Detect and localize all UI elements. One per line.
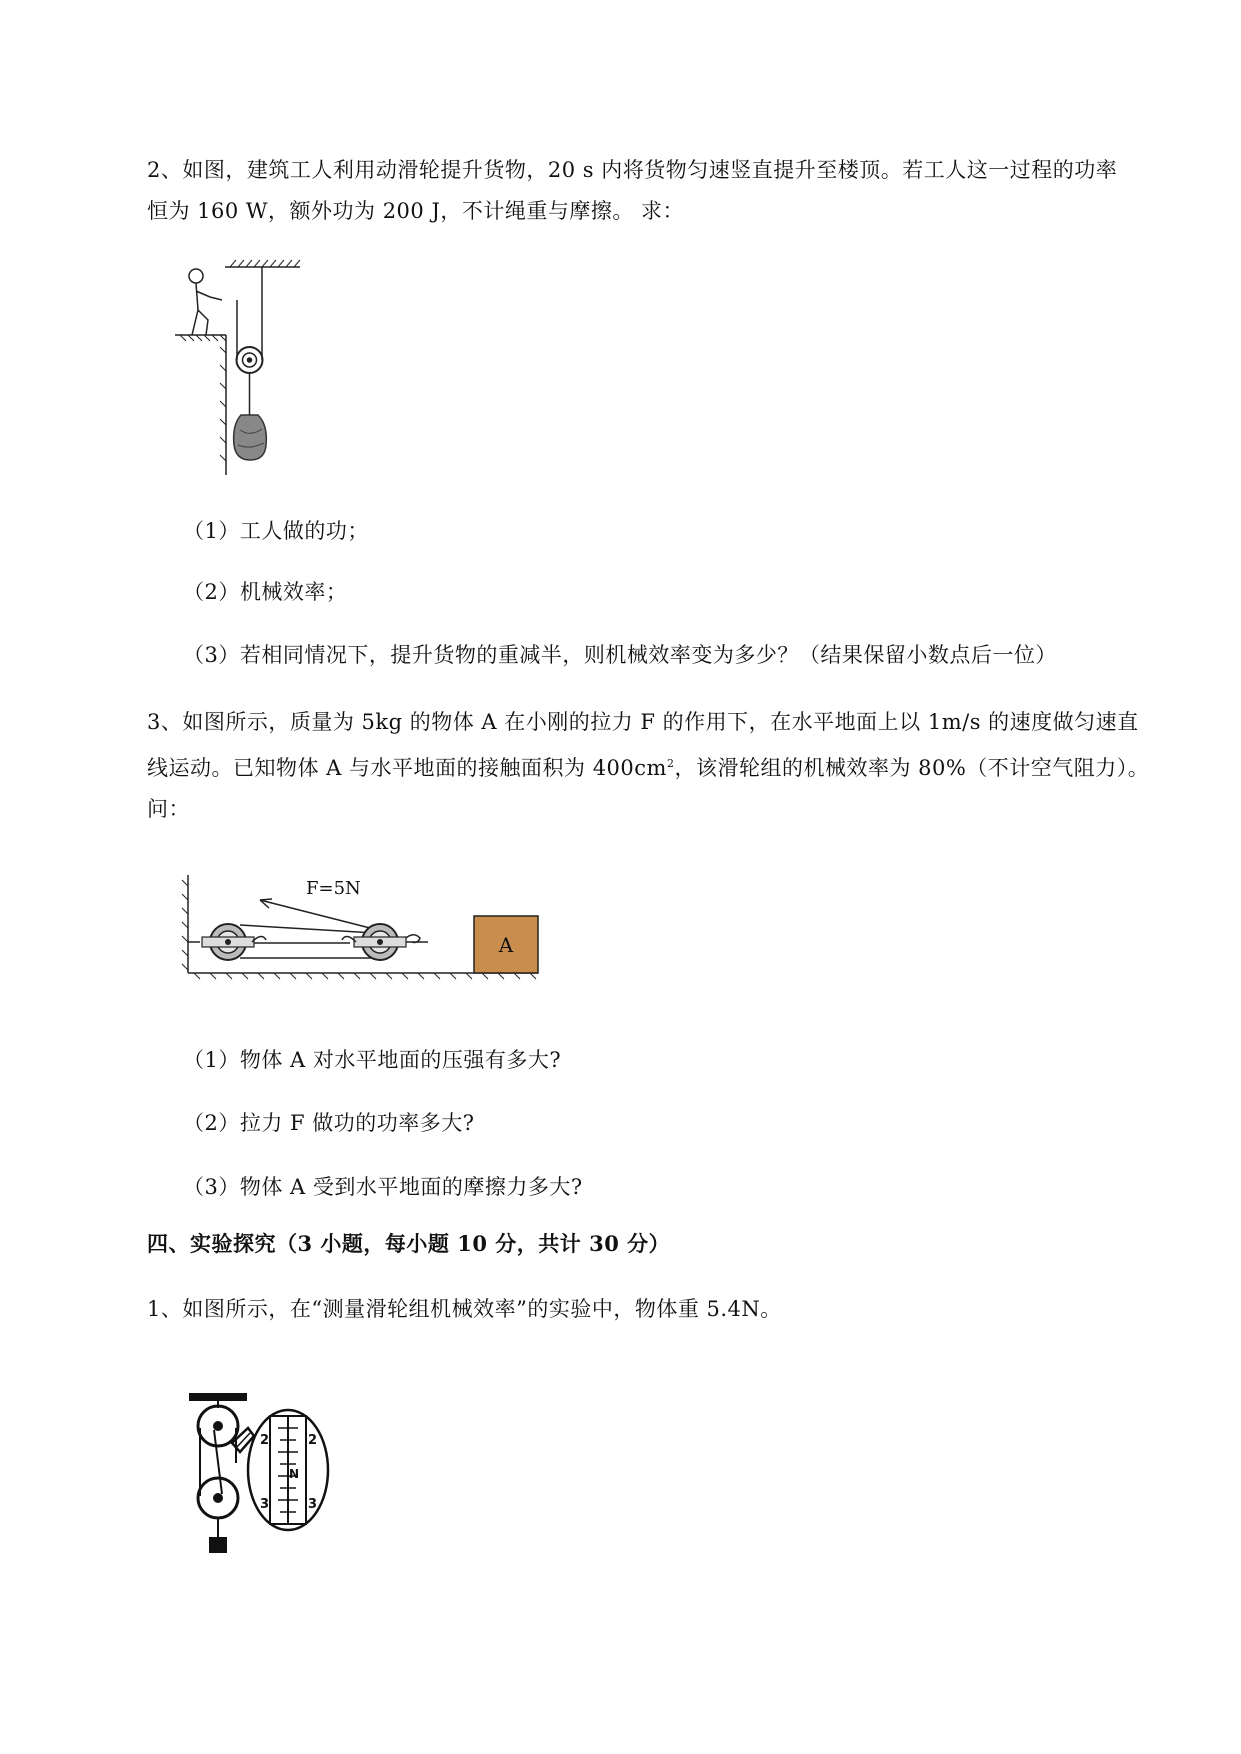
q2-sub-1: （1）工人做的功； bbox=[183, 519, 369, 543]
scale-unit: N bbox=[289, 1467, 300, 1481]
section4-pulley-figure bbox=[170, 1388, 340, 1563]
q2-line-2: 恒为 160 W，额外功为 200 J，不计绳重与摩擦。 求： bbox=[147, 199, 685, 223]
block-a-label: A bbox=[498, 933, 514, 957]
q3-sub-3: （3）物体 A 受到水平地面的摩擦力多大? bbox=[183, 1175, 583, 1199]
q3-sub-1: （1）物体 A 对水平地面的压强有多大? bbox=[183, 1048, 562, 1072]
q2-pulley-figure bbox=[170, 255, 310, 480]
scale-mark-2-left: 2 bbox=[260, 1433, 270, 1448]
force-label: F=5N bbox=[306, 878, 361, 899]
q3-pulley-figure bbox=[180, 870, 540, 985]
scale-mark-3-left: 3 bbox=[260, 1497, 270, 1512]
movable-pulley bbox=[342, 924, 406, 960]
q2-sub-3: （3）若相同情况下，提升货物的重减半，则机械效率变为多少？（结果保留小数点后一位） bbox=[183, 643, 1057, 667]
q2-line-1: 2、如图，建筑工人利用动滑轮提升货物，20 s 内将货物匀速竖直提升至楼顶。若工人这一过程的功率 bbox=[147, 158, 1118, 182]
q2-sub-2: （2）机械效率； bbox=[183, 580, 348, 604]
section-heading: 四、实验探究（3 小题，每小题 10 分，共计 30 分） bbox=[147, 1231, 671, 1256]
fixed-pulley bbox=[202, 924, 266, 960]
section4-q1-text: 1、如图所示，在“测量滑轮组机械效率”的实验中，物体重 5.4N。 bbox=[147, 1297, 782, 1321]
q2-text bbox=[147, 150, 1187, 232]
q3-line-3: 问： bbox=[147, 797, 190, 821]
q3-line-2: 线运动。已知物体 A 与水平地面的接触面积为 $400cm^2$，该滑轮组的机械效率为 80%（不计空气阻力）。 bbox=[147, 756, 1150, 780]
q3-line-1: 3、如图所示，质量为 5kg 的物体 A 在小刚的拉力 F 的作用下，在水平地面上以 1m/s 的速度做匀速直 bbox=[147, 710, 1139, 734]
scale-mark-3-right: 3 bbox=[308, 1497, 318, 1512]
q3-sub-2: （2）拉力 F 做功的功率多大? bbox=[183, 1111, 475, 1135]
q3-text bbox=[147, 702, 1187, 830]
scale-mark-2-right: 2 bbox=[308, 1433, 318, 1448]
load-bag bbox=[234, 415, 267, 460]
